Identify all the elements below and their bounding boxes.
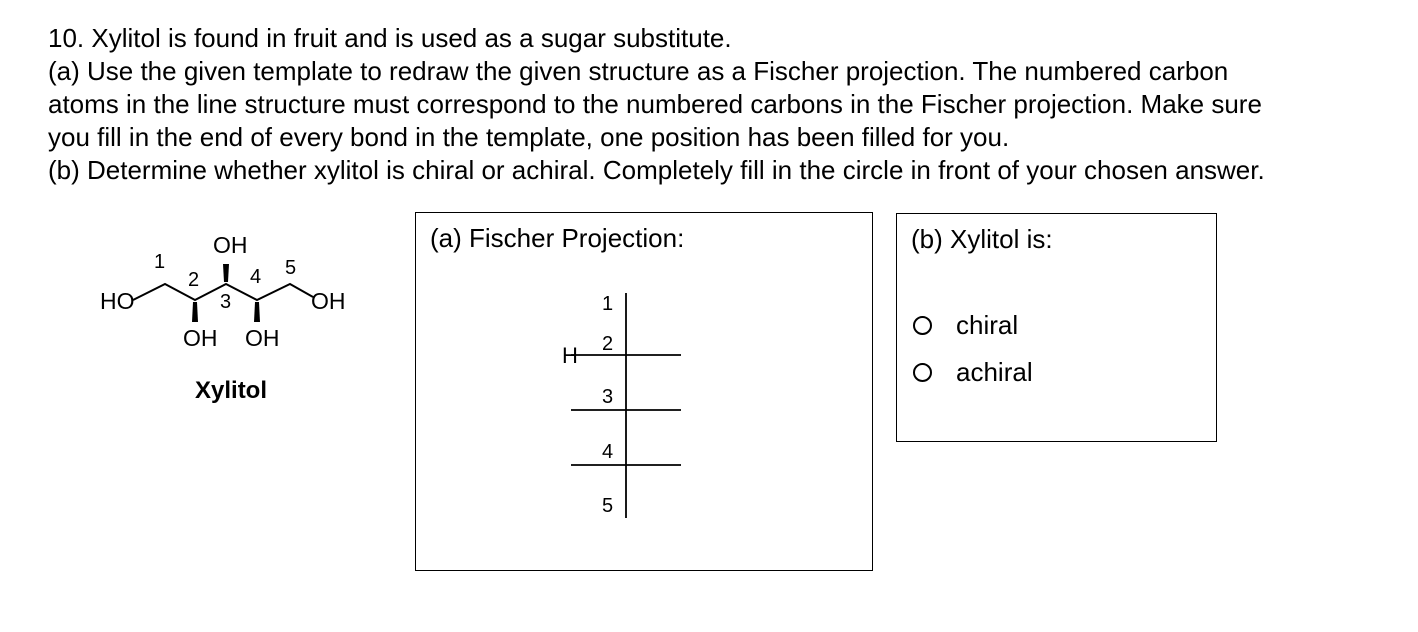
part-a-line-1: (a) Use the given template to redraw the given structure as a Fischer projection. The numbered carbon (48, 56, 1229, 86)
oh-bottom-c2-label: OH (183, 325, 218, 351)
answer-title: (b) Xylitol is: (911, 224, 1053, 254)
xylitol-line-structure (95, 222, 385, 422)
fischer-carbon-3: 3 (602, 386, 614, 408)
question-title: 10. Xylitol is found in fruit and is used as a sugar substitute. (48, 23, 732, 53)
compound-name: Xylitol (195, 377, 268, 404)
achiral-label: achiral (956, 357, 1033, 387)
oh-top-label: OH (213, 232, 248, 258)
fischer-title: (a) Fischer Projection: (430, 223, 685, 253)
answer-options (913, 302, 1033, 396)
wedge-c4 (254, 302, 260, 322)
part-a-line-2: atoms in the line structure must correspond to the numbered carbons in the Fischer projection. Make sure (48, 89, 1262, 119)
chiral-radio[interactable] (913, 316, 932, 335)
achiral-radio[interactable] (913, 363, 932, 382)
chiral-label: chiral (956, 310, 1019, 340)
carbon-number-3: 3 (220, 291, 232, 313)
fischer-projection-box (415, 212, 873, 571)
fischer-carbon-1: 1 (602, 293, 614, 315)
fischer-carbon-4: 4 (602, 441, 614, 463)
fischer-h-substituent: H (562, 343, 578, 368)
fischer-carbon-5: 5 (602, 495, 614, 517)
part-b-instruction: (b) Determine whether xylitol is chiral or achiral. Completely fill in the circle in front of your chosen answer. (48, 155, 1265, 185)
oh-bottom-c4-label: OH (245, 325, 280, 351)
carbon-number-2: 2 (188, 269, 200, 291)
wedge-c3 (223, 264, 229, 282)
carbon-number-4: 4 (250, 266, 262, 288)
fischer-carbon-2: 2 (602, 333, 614, 355)
fischer-template (546, 283, 726, 533)
option-achiral[interactable] (913, 349, 1033, 396)
ho-left-label: HO (100, 288, 135, 314)
option-chiral[interactable] (913, 302, 1033, 349)
carbon-number-1: 1 (154, 251, 166, 273)
chirality-answer-box (896, 213, 1217, 442)
question-text (48, 22, 1388, 187)
fischer-bonds (546, 283, 726, 533)
wedge-c2 (192, 302, 198, 322)
oh-right-label: OH (311, 288, 346, 314)
part-a-line-3: you fill in the end of every bond in the template, one position has been filled for you. (48, 122, 1010, 152)
carbon-number-5: 5 (285, 257, 297, 279)
